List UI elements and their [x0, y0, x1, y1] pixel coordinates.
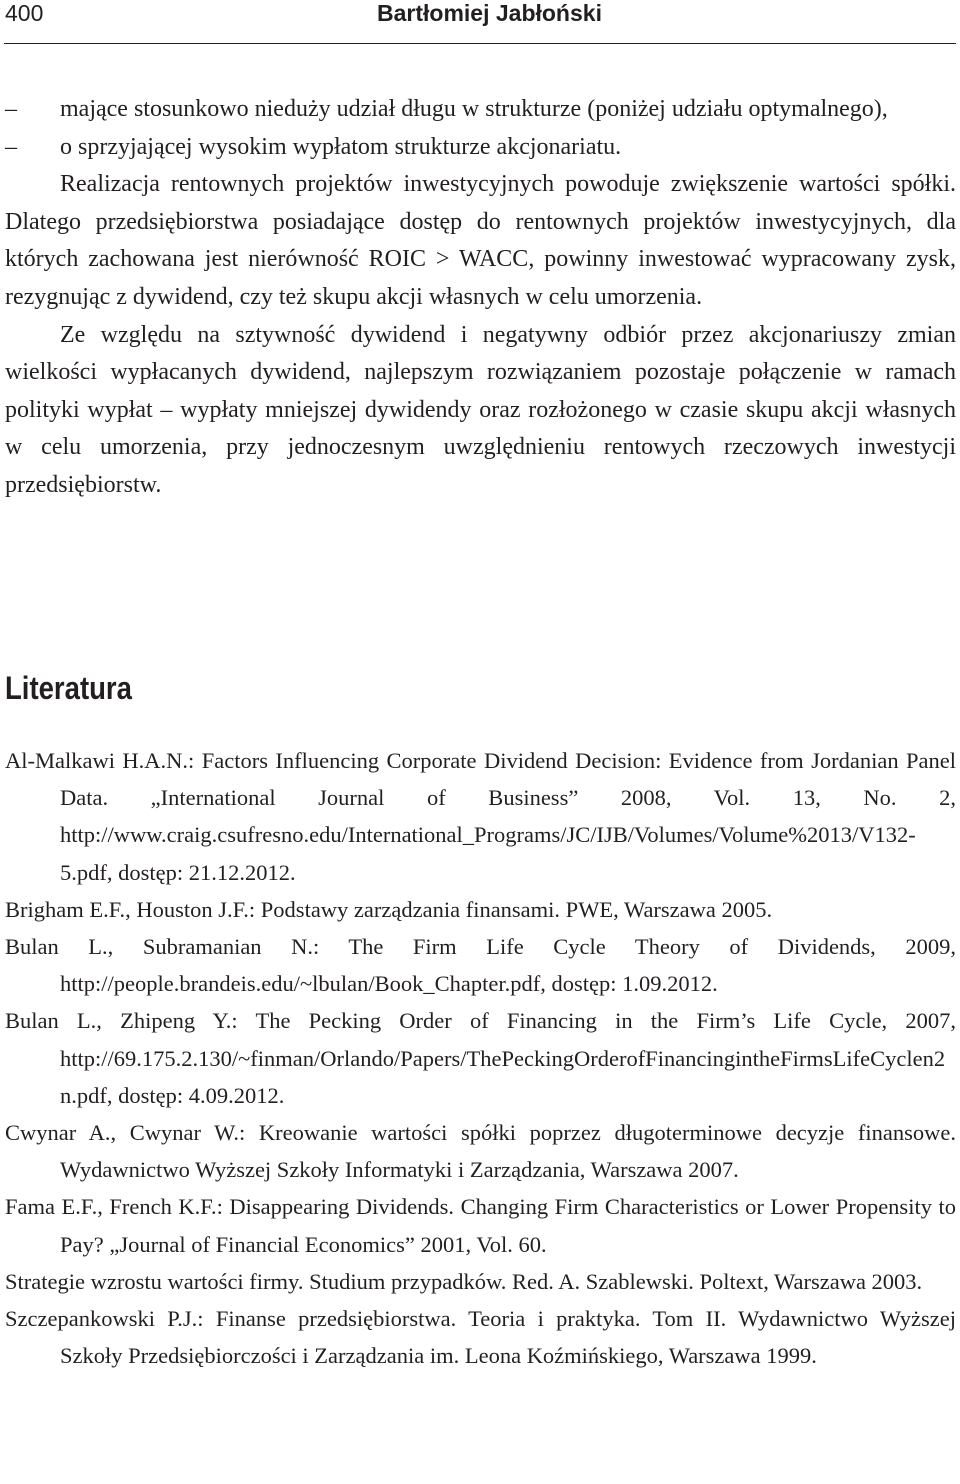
reference-entry: Bulan L., Zhipeng Y.: The Pecking Order of Financing in the Firm’s Life Cycle, 2007, http://69.175.2.130/~finman/Orlando/Papers/ThePeckingOrderofFinancingintheFirmsLifeCyclen2n.pdf, dostęp: 4.09.2012.: [5, 1008, 956, 1108]
reference-entry: Bulan L., Subramanian N.: The Firm Life Cycle Theory of Dividends, 2009, http://people.brandeis.edu/~lbulan/Book_Chapter.pdf, dostęp: 1.09.2012.: [5, 934, 956, 997]
reference-entry: Strategie wzrostu wartości firmy. Studium przypadków. Red. A. Szablewski. Poltext, Warszawa 2003.: [5, 1268, 923, 1294]
header-rule: [4, 43, 956, 44]
dash-list-item-text: o sprzyjającej wysokim wypłatom strukturze akcjonariatu.: [60, 133, 622, 160]
dash-list-item: [5, 91, 956, 129]
dash-list-item: [5, 129, 956, 167]
dash-bullet: –: [5, 133, 17, 160]
page-number: 400: [5, 0, 44, 26]
section-title: Literatura: [5, 670, 132, 706]
body-text: [5, 91, 956, 505]
running-header: [5, 0, 960, 34]
running-header-author: Bartłomiej Jabłoński: [377, 0, 602, 26]
reference-list: [5, 742, 956, 1374]
reference-entry: Fama E.F., French K.F.: Disappearing Dividends. Changing Firm Characteristics or Lower Propensity to Pay? „Journal of Financial Economics” 2001, Vol. 60.: [5, 1194, 956, 1257]
reference-entry: Al-Malkawi H.A.N.: Factors Influencing Corporate Dividend Decision: Evidence from Jordanian Panel Data. „International Journal of Business” 2008, Vol. 13, No. 2, http://www.craig.csufresno.edu/International_Programs/JC/IJB/Volumes/Volume%2013/V132-5.pdf, dostęp: 21.12.2012.: [5, 748, 956, 885]
reference-entry: Cwynar A., Cwynar W.: Kreowanie wartości spółki poprzez długoterminowe decyzje finansowe. Wydawnictwo Wyższej Szkoły Informatyki i Zarządzania, Warszawa 2007.: [5, 1120, 956, 1183]
dash-bullet: –: [5, 96, 17, 122]
paragraph: Realizacja rentownych projektów inwestycyjnych powoduje zwiększenie wartości spółki. Dlatego przedsiębiorstwa posiadające dostęp do rentownych projektów inwestycyjnych, dla których zachowana jest nierówność ROIC > WACC, powinny inwestować wypracowany zysk, rezygnując z dywidend, czy też skupu akcji własnych w celu umorzenia.: [5, 171, 956, 310]
paragraph: Ze względu na sztywność dywidend i negatywny odbiór przez akcjonariuszy zmian wielkości wypłacanych dywidend, najlepszym rozwiązaniem pozostaje połączenie w ramach polityki wypłat – wypłaty mniejszej dywidendy oraz rozłożonego w czasie skupu akcji własnych w celu umorzenia, przy jednoczesnym uwzględnieniu rentowych rzeczowych inwestycji przedsiębiorstw.: [5, 321, 956, 498]
dash-list-item-text: mające stosunkowo niedużу udział długu w strukturze (poniżej udziału optymalnego),: [60, 96, 888, 122]
reference-entry: Szczepankowski P.J.: Finanse przedsiębiorstwa. Teoria i praktyka. Tom II. Wydawnictwo Wyższej Szkoły Przedsiębiorczości i Zarządzania im. Leona Koźmińskiego, Warszawa 1999.: [5, 1306, 956, 1369]
reference-entry: Brigham E.F., Houston J.F.: Podstawy zarządzania finansami. PWE, Warszawa 2005.: [5, 896, 773, 922]
